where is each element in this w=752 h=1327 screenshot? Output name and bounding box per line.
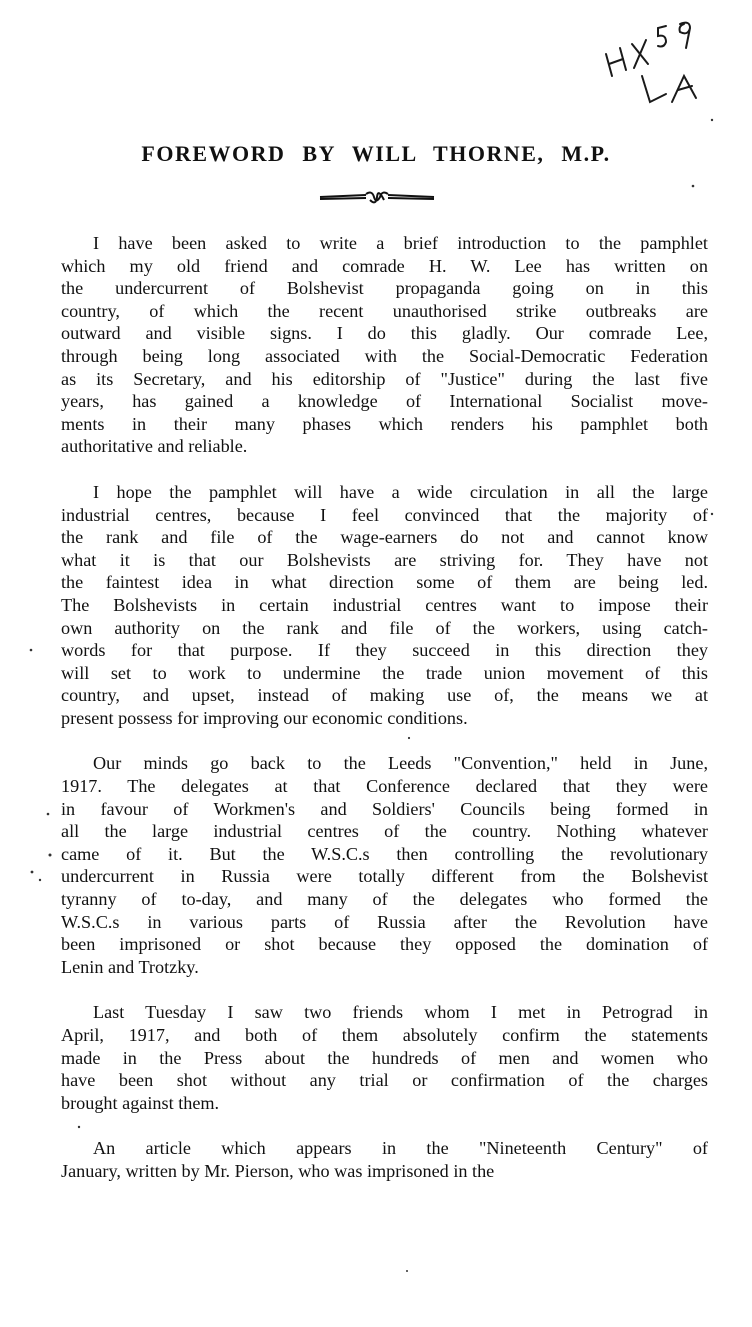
text-line: An article which appears in the "Nineteenth Century" of (93, 1138, 708, 1159)
text-line: the faintest idea in what direction some of them are being led. (61, 572, 708, 593)
text-line: made in the Press about the hundreds of men and women who (61, 1047, 708, 1068)
text-line: words for that purpose. If they succeed in this direction they (61, 640, 708, 661)
text-line: have been shot without any trial or confirmation of the charges (61, 1070, 708, 1091)
text-line: through being long associated with the Social-Democratic Federation (61, 345, 708, 366)
text-line: The Bolshevists in certain industrial centres want to impose their (61, 594, 708, 615)
text-line: as its Secretary, and his editorship of "Justice" during the last five (61, 368, 708, 389)
text-line: the rank and file of the wage-earners do not and cannot know (61, 527, 708, 548)
paragraph (61, 481, 708, 730)
text-line: what it is that our Bolshevists are striving for. They have not (61, 549, 708, 570)
text-line: Our minds go back to the Leeds "Convention," held in June, (93, 753, 708, 774)
text-line: 1917. The delegates at that Conference declared that they were (61, 776, 708, 797)
text-line: January, written by Mr. Pierson, who was imprisoned in the (61, 1160, 495, 1181)
text-line: W.S.C.s in various parts of Russia after the Revolution have (61, 911, 708, 932)
page-title: FOREWORD BY WILL THORNE, M.P. (141, 141, 611, 166)
paragraph (61, 1137, 708, 1182)
text-line: the undercurrent of Bolshevist propaganda going on in this (61, 278, 708, 299)
handwritten-annotation (600, 14, 720, 124)
text-line: own authority on the rank and file of the workers, using catch- (61, 617, 708, 638)
paragraph (61, 752, 708, 978)
text-line: country, and upset, instead of making use of, the means we at (61, 685, 708, 706)
text-line: tyranny of to-day, and many of the delegates who formed the (61, 889, 708, 910)
paragraph (61, 232, 708, 458)
text-line: outward and visible signs. I do this gladly. Our comrade Lee, (61, 323, 708, 344)
text-line: present possess for improving our economic conditions. (61, 707, 468, 728)
text-line: which my old friend and comrade H. W. Lee has written on (61, 255, 708, 276)
text-line: April, 1917, and both of them absolutely confirm the statements (61, 1025, 708, 1045)
text-line: brought against them. (61, 1092, 220, 1113)
paragraph (61, 1001, 708, 1114)
text-line: been imprisoned or shot because they opposed the domination of (61, 934, 708, 955)
text-line: I have been asked to write a brief introduction to the pamphlet (93, 233, 708, 253)
text-line: years, has gained a knowledge of International Socialist move- (61, 391, 708, 412)
text-line: Lenin and Trotzky. (61, 956, 199, 977)
text-line: in favour of Workmen's and Soldiers' Councils being formed in (61, 798, 708, 819)
text-line: came of it. But the W.S.C.s then controlling the revolutionary (61, 843, 708, 864)
foreword-body (61, 232, 708, 1206)
text-line: ments in their many phases which renders his pamphlet both (61, 413, 708, 434)
text-line: country, of which the recent unauthorised strike outbreaks are (61, 300, 708, 321)
text-line: authoritative and reliable. (61, 436, 248, 457)
text-line: undercurrent in Russia were totally different from the Bolshevist (61, 866, 708, 887)
text-line: all the large industrial centres of the country. Nothing whatever (61, 821, 708, 842)
ornament-divider-icon (318, 188, 436, 206)
text-line: I hope the pamphlet will have a wide circulation in all the large (93, 481, 708, 502)
text-line: Last Tuesday I saw two friends whom I met in Petrograd in (93, 1002, 708, 1023)
text-line: industrial centres, because I feel convinced that the majority of (61, 504, 708, 525)
text-line: will set to work to undermine the trade union movement of this (61, 662, 708, 683)
